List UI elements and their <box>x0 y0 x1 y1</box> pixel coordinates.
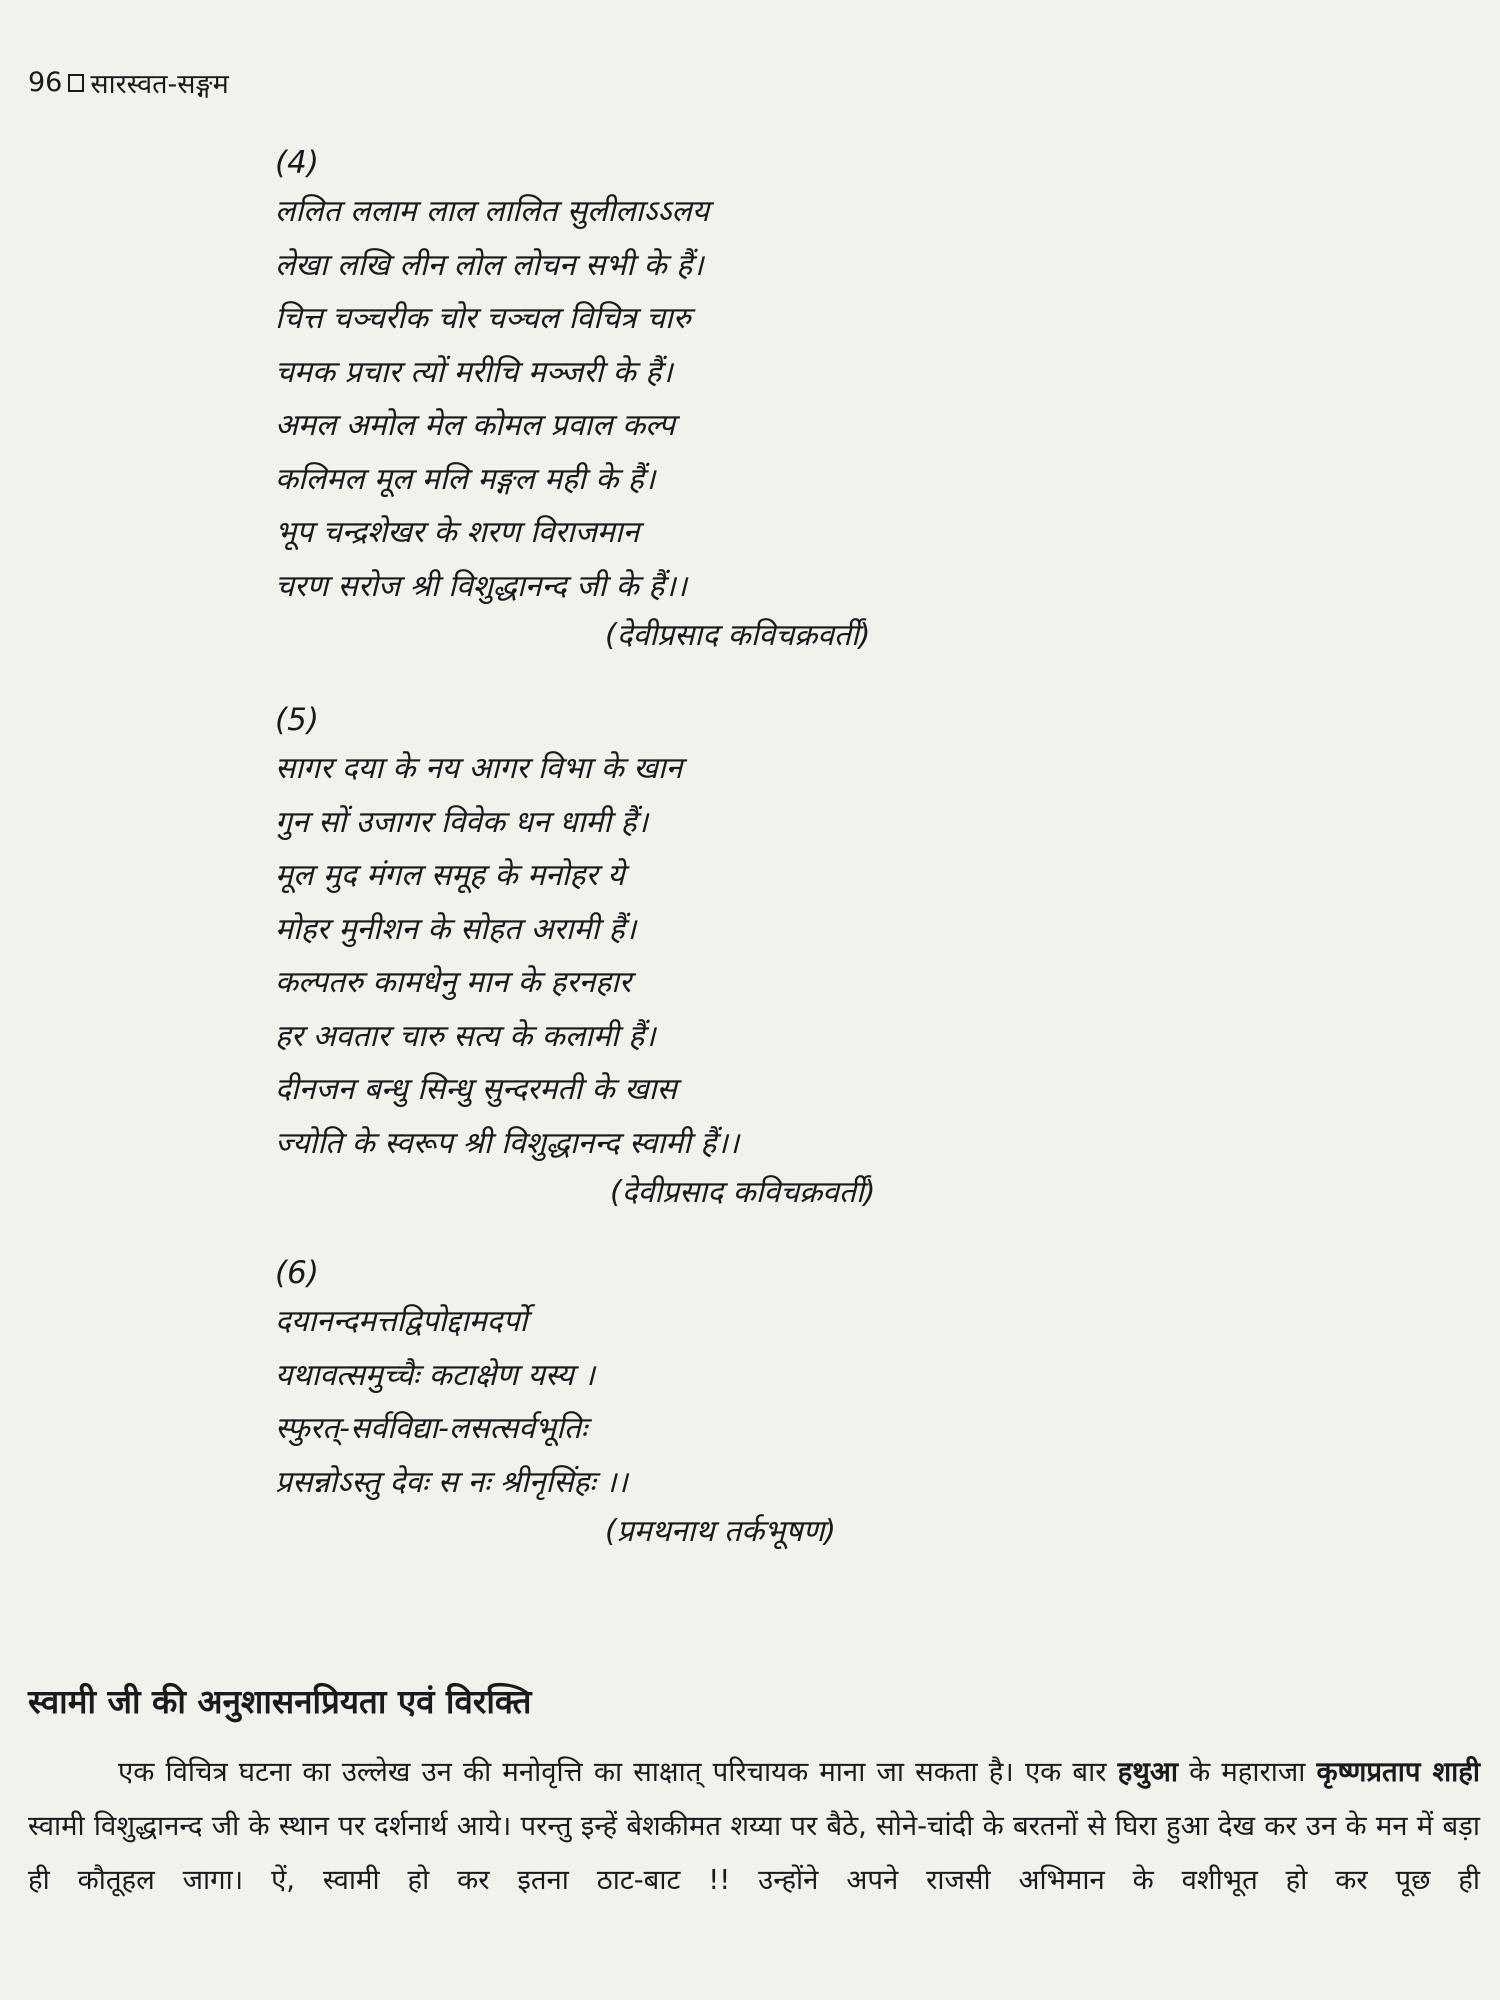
verse-line: अमल अमोल मेल कोमल प्रवाल कल्प <box>275 408 676 443</box>
attribution: (प्रमथनाथ तर्कभूषण) <box>605 1514 836 1549</box>
verse-line: दीनजन बन्धु सिन्धु सुन्दरमती के खास <box>275 1072 677 1107</box>
stanza-4 <box>275 145 871 659</box>
stanza-5 <box>275 702 876 1216</box>
verse-line: प्रसन्नोऽस्तु देवः स नः श्रीनृसिंहः ।। <box>275 1464 628 1500</box>
book-title: सारस्वत-सङ्गम <box>90 69 229 100</box>
verse-line: सागर दया के नय आगर विभा के खान <box>275 751 683 786</box>
verse-line: ललित ललाम लाल लालित सुलीलाऽऽलय <box>275 194 710 229</box>
verse-line: दयानन्दमत्तद्विपोद्दामदर्पो <box>275 1304 528 1339</box>
verse-line: गुन सों उजागर विवेक धन धामी हैं। <box>275 804 648 840</box>
verse-line: यथावत्समुच्चैः कटाक्षेण यस्य । <box>275 1357 595 1393</box>
verse-line: मोहर मुनीशन के सोहत अरामी हैं। <box>275 911 637 947</box>
place-name: हथुआ <box>1117 1756 1178 1788</box>
stanza-number: (6) <box>275 1255 319 1291</box>
verse-line: भूप चन्द्रशेखर के शरण विराजमान <box>275 515 640 550</box>
verse-line: चरण सरोज श्री विशुद्धानन्द जी के हैं।। <box>275 568 687 604</box>
stanza-number: (5) <box>275 702 319 738</box>
verse-line: स्फुरत्-सर्वविद्या-लसत्सर्वभूतिः <box>275 1411 588 1446</box>
paragraph-text: के महाराजा <box>1177 1756 1317 1788</box>
stanza-6 <box>275 1255 836 1555</box>
paragraph-text: स्वामी विशुद्धानन्द जी के स्थान पर दर्शनार्थ आये। परन्तु इन्हें बेशकीमत शय्या पर बैठे, सोने-चांदी के बरतनों से घिरा हुआ देख कर उन के मन में बड़ा ही कौतूहल जागा। ऐं, स्वामी हो कर इतना ठाट-बाट !! उन्होंने अपने राजसी अभिमान के वशीभूत हो कर पूछ ही <box>28 1810 1480 1896</box>
page-number: 96 <box>28 67 63 98</box>
verse-line: चित्त चञ्चरीक चोर चञ्चल विचित्र चारु <box>275 301 691 336</box>
body-paragraph <box>28 1745 1480 1907</box>
paragraph-text: एक विचित्र घटना का उल्लेख उन की मनोवृत्ति का साक्षात् परिचायक माना जा सकता है। एक बार <box>118 1756 1118 1788</box>
verse-line: ज्योति के स्वरूप श्री विशुद्धानन्द स्वामी हैं।। <box>275 1125 740 1161</box>
verse-line: लेखा लखि लीन लोल लोचन सभी के हैं। <box>275 247 704 283</box>
verse-line: मूल मुद मंगल समूह के मनोहर ये <box>275 858 625 893</box>
header-square-icon <box>68 74 84 92</box>
verse-line: चमक प्रचार त्यों मरीचि मञ्जरी के हैं। <box>275 354 673 390</box>
verse-line: कल्पतरु कामधेनु मान के हरनहार <box>275 965 632 1000</box>
attribution: (देवीप्रसाद कविचक्रवर्ती) <box>610 1175 876 1210</box>
stanza-number: (4) <box>275 145 319 181</box>
section-heading: स्वामी जी की अनुशासनप्रियता एवं विरक्ति <box>28 1682 532 1721</box>
running-header <box>28 64 229 101</box>
attribution: (देवीप्रसाद कविचक्रवर्ती) <box>605 618 871 653</box>
person-name: कृष्णप्रताप शाही <box>1316 1756 1480 1788</box>
verse-line: कलिमल मूल मलि मङ्गल मही के हैं। <box>275 461 656 497</box>
verse-line: हर अवतार चारु सत्य के कलामी हैं। <box>275 1018 656 1054</box>
